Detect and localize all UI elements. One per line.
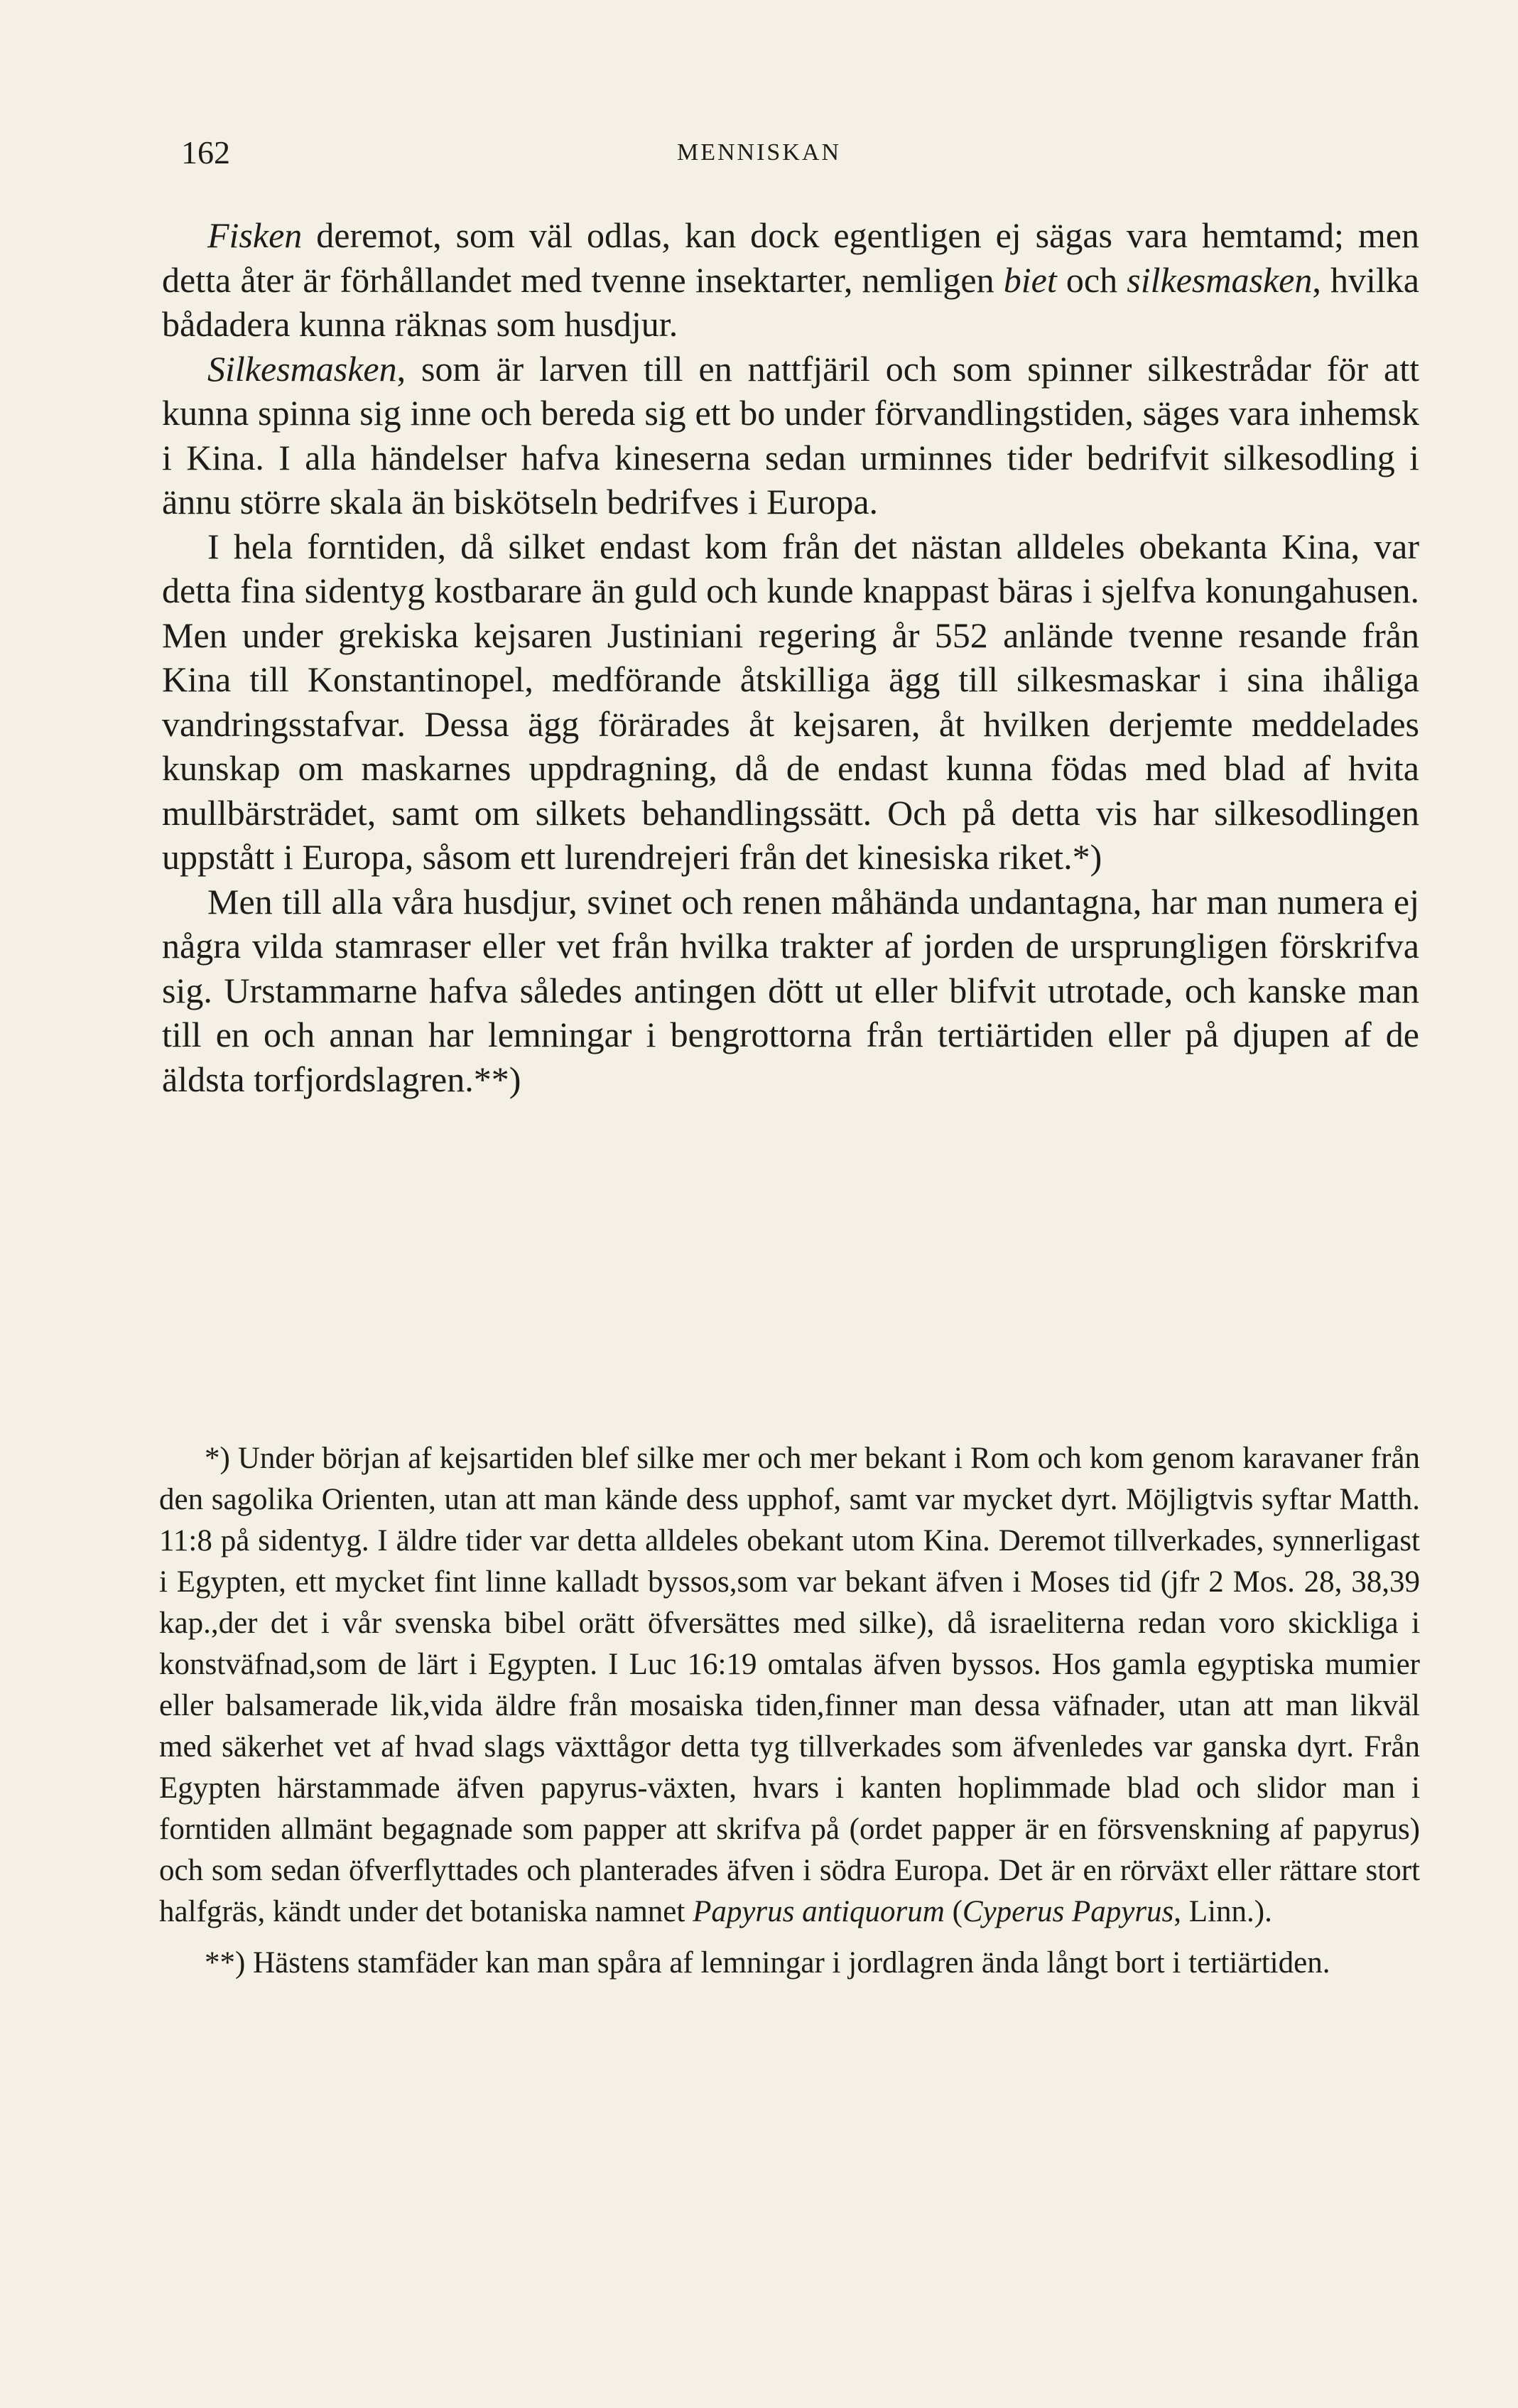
text-run: deremot, som väl odlas, kan dock egentligen ej sägas vara hemtamd; men detta åter är förhållandet med tvenne insektarter, nemligen xyxy=(162,215,1419,300)
italic-term: biet xyxy=(1003,259,1057,300)
text-run: , Linn.). xyxy=(1173,1895,1272,1928)
text-run: , som är larven till en nattfjäril och som spinner silkestrådar för att kunna spinna sig inne och bereda sig ett bo under förvandlingstiden, säges vara inhemsk i Kina. I alla händelser hafva kineserna sedan urminnes tider bedrifvit silkesodling i ännu större skala än biskötseln bedrifves i Europa. xyxy=(162,348,1419,522)
running-title: MENNISKAN xyxy=(677,139,841,166)
main-text xyxy=(162,213,1419,1101)
text-run: ( xyxy=(944,1895,963,1928)
paragraph-4: Men till alla våra husdjur, svinet och renen måhända undantagna, har man numera ej några vilda stamraser eller vet från hvilka trakter af jorden de ursprungligen förskrifva sig. Urstammarne hafva således antingen dött ut eller blifvit utrotade, och kanske man till en och annan har lemningar i bengrottorna från tertiärtiden eller på djupen af de äldsta torfjordslagren.**) xyxy=(162,881,1419,1099)
text-run: och xyxy=(1056,259,1127,300)
page-number: 162 xyxy=(181,134,230,171)
italic-term: Cyperus Papyrus xyxy=(962,1895,1174,1928)
paragraph-2 xyxy=(162,347,1419,524)
text-run: *) Under början af kejsartiden blef silke mer och mer bekant i Rom och kom genom karavaner från den sagolika Orienten, utan att man kände dess upphof, samt var mycket dyrt. Möjligtvis syftar Matth. 11:8 på sidentyg. I äldre tider var detta alldeles obekant utom Kina. Deremot tillverkades, synnerligast i Egypten, ett mycket fint linne kalladt byssos,som var bekant äfven i Moses tid (jfr 2 Mos. 28, 38,39 kap.,der det i vår svenska bibel orätt öfversättes med silke), då israeliterna redan voro skickliga i konstväfnad,som de lärt i Egypten. I Luc 16:19 omtalas äfven byssos. Hos gamla egyptiska mumier eller balsamerade lik,vida äldre från mosaiska tiden,finner man dessa väfnader, utan att man likväl med säkerhet vet af hvad slags växttågor detta tyg tillverkades som äfvenledes var ganska dyrt. Från Egypten härstammade äfven papyrus-växten, hvars i kanten hoplimmade blad och slidor man i forntiden allmänt begagnade som papper att skrifva på (ordet papper är en försvenskning af papyrus) och som sedan öfverflyttades och planterades äfven i södra Europa. Det är en rörväxt eller rättare stort halfgräs, kändt under det botaniska namnet xyxy=(159,1442,1420,1928)
footnote-1 xyxy=(159,1438,1420,1933)
italic-term: Papyrus antiquorum xyxy=(693,1895,945,1928)
paragraph-3: I hela forntiden, då silket endast kom från det nästan alldeles obekanta Kina, var detta fina sidentyg kostbarare än guld och kunde knappast bäras i sjelfva konungahusen. Men under grekiska kejsaren Justiniani regering år 552 anlände tvenne resande från Kina till Konstantinopel, medförande åtskilliga ägg till silkesmaskar i sina ihåliga vandringsstafvar. Dessa ägg förärades åt kejsaren, åt hvilken derjemte meddelades kunskap om maskarnes uppdragning, då de endast kunna födas med blad af hvita mullbärsträdet, samt om silkets behandlingssätt. Och på detta vis har silkesodlingen uppstått i Europa, såsom ett lurendrejeri från det kinesiska riket.*) xyxy=(162,526,1419,877)
paragraph-1 xyxy=(162,213,1419,347)
italic-term: Silkesmasken xyxy=(207,348,397,389)
running-head xyxy=(0,134,1518,176)
italic-term: silkesmasken xyxy=(1127,259,1313,300)
footnote-2: **) Hästens stamfäder kan man spåra af lemningar i jordlagren ända långt bort i tertiärtiden. xyxy=(205,1946,1330,1980)
text-run: , hvilka bådadera kunna räknas som husdjur. xyxy=(162,259,1419,344)
footnotes xyxy=(159,1438,1420,1984)
italic-term: Fisken xyxy=(207,215,303,255)
